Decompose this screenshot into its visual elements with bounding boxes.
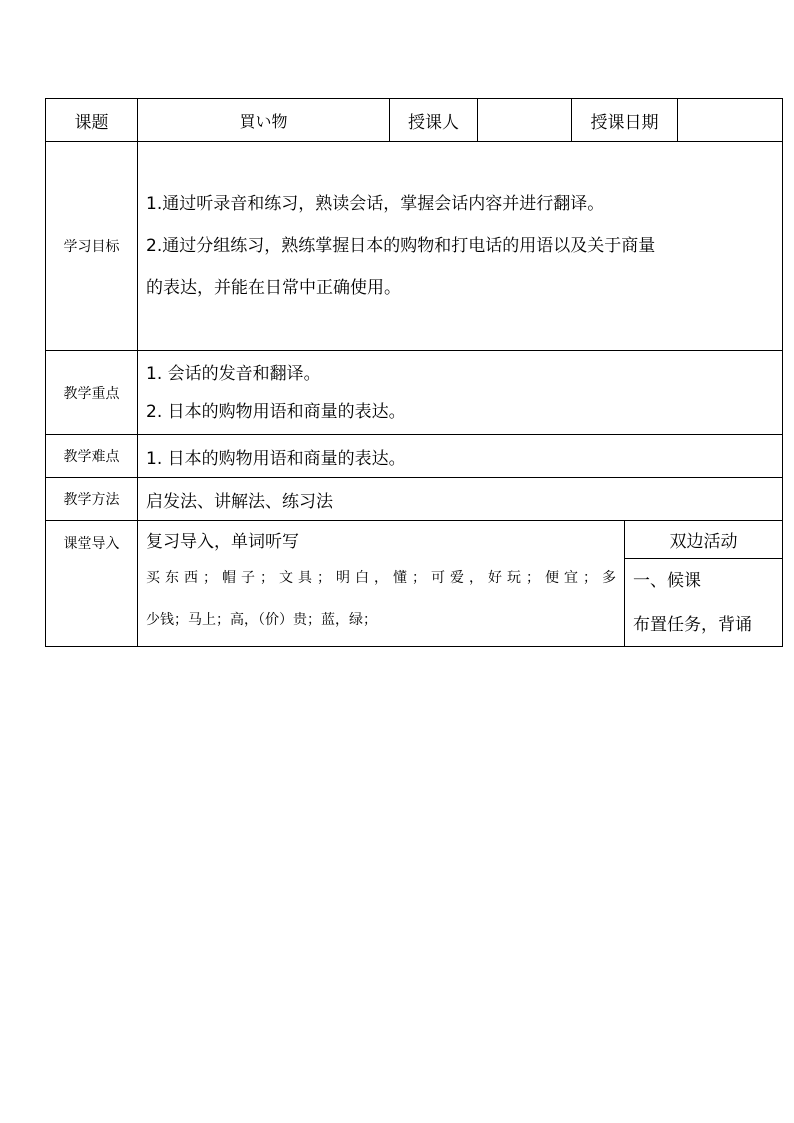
intro-words-line-1: 买东西；帽子；文具；明白，懂；可爱，好玩；便宜；多 xyxy=(146,570,616,586)
objectives-cell xyxy=(137,141,782,350)
key-points-label: 教学重点 xyxy=(45,350,137,434)
intro-cell xyxy=(137,520,624,646)
date-label: 授课日期 xyxy=(571,98,677,141)
teacher-value xyxy=(477,98,571,141)
activity-line-1: 一、候课 xyxy=(633,571,701,591)
methods-label: 教学方法 xyxy=(45,477,137,520)
objectives-label: 学习目标 xyxy=(45,141,137,350)
activity-line-2: 布置任务，背诵 xyxy=(633,615,752,635)
objectives-text xyxy=(146,183,655,309)
table-bottom-border xyxy=(45,646,783,647)
difficult-points-label: 教学难点 xyxy=(45,434,137,477)
key-points-cell xyxy=(137,350,782,434)
key-point-line-1: 1. 会话的发音和翻译。 xyxy=(146,363,321,384)
methods-value: 启发法、讲解法、练习法 xyxy=(137,477,782,520)
intro-words-line-2: 少钱；马上；高，（价）贵；蓝，绿； xyxy=(146,612,377,628)
intro-label: 课堂导入 xyxy=(45,520,137,646)
objective-line-3: 的表达，并能在日常中正确使用。 xyxy=(146,278,401,298)
objective-line-2: 2.通过分组练习，熟练掌握日本的购物和打电话的用语以及关于商量 xyxy=(146,236,656,256)
intro-heading: 复习导入，单词听写 xyxy=(146,532,299,552)
objective-line-1: 1.通过听录音和练习，熟读会话，掌握会话内容并进行翻译。 xyxy=(146,194,605,214)
table-right-border xyxy=(782,98,783,647)
subject-label: 课题 xyxy=(45,98,137,141)
subject-value: 買い物 xyxy=(137,98,389,141)
activity-header: 双边活动 xyxy=(624,520,782,558)
lesson-plan-table xyxy=(45,98,782,646)
key-point-line-2: 2. 日本的购物用语和商量的表达。 xyxy=(146,401,406,422)
teacher-label: 授课人 xyxy=(389,98,477,141)
date-value xyxy=(677,98,782,141)
activity-cell xyxy=(624,558,782,646)
key-points-text xyxy=(146,355,406,431)
difficult-points-value: 1. 日本的购物用语和商量的表达。 xyxy=(137,434,782,477)
